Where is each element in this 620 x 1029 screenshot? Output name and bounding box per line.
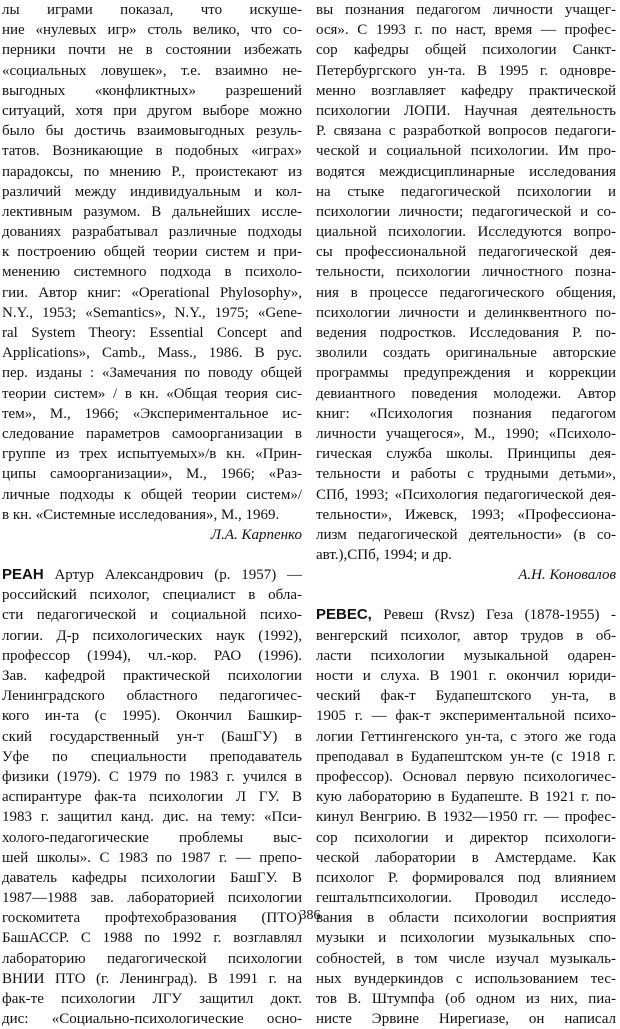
text-line: Ленинградского областного педагогичес- xyxy=(2,688,302,705)
text-line: 1983 г. защитил канд. дис. на тему: «Пси- xyxy=(2,809,302,826)
text-line: венгерский психолог, автор трудов в об- xyxy=(316,627,616,644)
text-line: программы предупреждения и коррекции xyxy=(316,365,616,382)
text-line: психологии ЛОПИ. Научная деятельность xyxy=(316,102,616,119)
text-line: психолог Р. формировался под влиянием xyxy=(316,869,616,886)
text-line: сор психологии и директор психологи- xyxy=(316,829,616,846)
entry-revesz-body xyxy=(316,626,616,1029)
text-line: ский государственный ун-т (БашГУ) в xyxy=(2,728,302,745)
text-line: ческой лаборатории в Амстердаме. Как xyxy=(316,849,616,866)
text-line: Р. связана с разработкой вопросов педагоги- xyxy=(316,123,616,140)
page-number: 386 xyxy=(299,908,321,923)
text-line: ситуаций, хотя при другом выборе можно xyxy=(2,102,302,119)
text-line: логии. Д-р психологических наук (1992), xyxy=(2,627,302,644)
text-line: профессор). Основал первую психологичес- xyxy=(316,768,616,785)
text-line: кого ин-та (с 1995). Окончил Башкир- xyxy=(2,708,302,725)
entry-rean-first-line-text: Артур Александрович (р. 1957) — xyxy=(43,567,302,584)
entry-rean xyxy=(2,565,302,1029)
text-line: БашАССР. С 1988 по 1992 г. возглавлял xyxy=(2,930,302,947)
entry-revesz-headword: РЕВЕС, xyxy=(316,606,372,624)
text-line: Зав. кафедрой практической психологии xyxy=(2,668,302,684)
text-line: парадоксы, по мнению Р., проистекают из xyxy=(2,163,302,180)
text-line: даватель кафедры психологии БашГУ. В xyxy=(2,869,302,886)
text-line: кинул Венгрию. В 1932—1950 гг. — профес- xyxy=(316,809,616,826)
left-intro-paragraph xyxy=(2,0,302,525)
left-column xyxy=(2,0,302,1029)
text-line: лабораторию педагогической психологии xyxy=(2,950,302,967)
text-line: фак-те психологии ЛГУ защитил докт. xyxy=(2,991,302,1007)
text-line: физики (1979). С 1979 по 1983 г. учился в xyxy=(2,768,302,785)
text-line: теории систем» / в кн. «Общая теория сис- xyxy=(2,385,302,402)
text-line: психологии личности; педагогической и со- xyxy=(316,203,616,220)
text-line: ласти психологии музыкальной одарен- xyxy=(316,647,616,664)
text-line: менению системного подхода в психоло- xyxy=(2,264,302,281)
text-line: в кн. «Системные исследования», М., 1969. xyxy=(2,506,280,523)
text-line: гии. Автор книг: «Operational Phylosophy», xyxy=(2,284,302,301)
text-line: различий между индивидуальным и кол- xyxy=(2,183,302,200)
text-line: аспирантуре фак-та психологии Л ГУ. В xyxy=(2,789,302,806)
entry-rean-headword: РЕАН xyxy=(2,566,44,584)
text-line: вания в области психологии восприятия xyxy=(316,910,616,927)
text-line: ния в процессе педагогического общения, xyxy=(316,284,616,301)
text-line: ral System Theory: Essential Concept and xyxy=(2,325,302,341)
text-line: менно возглавляет кафедру практической xyxy=(316,82,616,99)
right-intro-signature: А.Н. Коновалов xyxy=(518,567,616,584)
text-line: гическая служба школы. Принципы дея- xyxy=(316,446,616,463)
text-line: тельности и работы с трудными детьми», xyxy=(316,466,616,483)
text-line: циальной психологии. Исследуются вопро- xyxy=(316,224,616,241)
text-line: Петербургского ун-та. В 1995 г. одновре- xyxy=(316,62,616,79)
text-line: личности учащегося», М., 1990; «Психоло- xyxy=(316,425,616,442)
text-line: книг: «Психология познания педагогом xyxy=(316,405,616,422)
text-line: ВНИИ ПТО (г. Ленинград). В 1991 г. на xyxy=(2,970,302,987)
text-line: логии Геттингенского ун-та, с этого же года xyxy=(316,728,616,745)
text-line: тем», М., 1966; «Экспериментальное ис- xyxy=(2,405,302,422)
text-line: вы познания педагогом личности учащег- xyxy=(316,2,616,18)
text-line: сти педагогической и социальной психо- xyxy=(2,607,302,624)
text-line: пер. изданы : «Замечания по поводу общей xyxy=(2,365,302,382)
entry-gap xyxy=(2,545,302,565)
text-line: тельности, психологии личностного позна- xyxy=(316,264,616,281)
text-line: психологии личности и делинквентного по- xyxy=(316,304,616,321)
text-line: сы профессиональной педагогической дея- xyxy=(316,244,616,261)
text-line: «социальных ловушек», т.е. взаимно не- xyxy=(2,62,302,79)
text-line: дованиях разрабатывал различные подходы xyxy=(2,224,302,241)
text-line: СПб, 1993; «Психология педагогической дея- xyxy=(316,486,616,503)
text-line: татов. Возникающие в подобных «играх» xyxy=(2,143,302,160)
text-line: собностей, в том числе изучал музыкаль- xyxy=(316,950,616,967)
text-line: преподавал в Будапештском ун-те (с 1918 г. xyxy=(316,748,616,765)
text-line: зволили создать оригинальные авторские xyxy=(316,345,616,362)
entry-gap xyxy=(316,585,616,605)
entry-rean-first-line xyxy=(2,565,302,585)
entry-revesz-first-line xyxy=(316,605,616,625)
text-line: музыки и психологии музыкальных спо- xyxy=(316,930,616,947)
text-line: 1987—1988 зав. лабораторией психологии xyxy=(2,890,302,907)
text-line: лективным разумом. В дальнейших иссле- xyxy=(2,203,302,220)
text-line: тельности», Ижевск, 1993; «Профессиона- xyxy=(316,506,616,523)
text-line: N.Y., 1953; «Semantics», N.Y., 1975; «Gene- xyxy=(2,304,302,321)
entry-revesz-first-line-text: Ревеш (Rvsz) Геза (1878-1955) - xyxy=(371,607,616,624)
text-line: ципы самоорганизации», М., 1966; «Раз- xyxy=(2,466,302,483)
text-line: личные подходы к общей теории систем»/ xyxy=(2,486,302,503)
entry-revesz xyxy=(316,605,616,1029)
text-line: российский психолог, специалист в обла- xyxy=(2,587,302,604)
text-line: тов В. Штумпфа (об одном из них, пиа- xyxy=(316,991,616,1007)
text-line: выгодных «конфликтных» разрешений xyxy=(2,82,302,99)
text-line: 1905 г. — фак-т экспериментальной психо- xyxy=(316,708,616,725)
text-line: группе из трех испытуемых»/в кн. «Прин- xyxy=(2,446,302,463)
text-line: на стыке педагогической психологии и xyxy=(316,183,616,200)
right-intro-paragraph xyxy=(316,0,616,565)
text-line: перники почти не в состоянии избежать xyxy=(2,42,302,59)
left-intro-signature: Л.А. Карпенко xyxy=(210,526,302,543)
text-line: ведения подростков. Исследования Р. по- xyxy=(316,325,616,341)
text-line: кую лабораторию в Будапеште. В 1921 г. по- xyxy=(316,789,616,806)
text-line: сор кафедры общей психологии Санкт- xyxy=(316,42,616,59)
text-line: профессор (1994), чл.-кор. РАО (1996). xyxy=(2,647,302,664)
text-line: ных вундеркиндов с использованием тес- xyxy=(316,970,616,987)
text-line: авт.),СПб, 1994; и др. xyxy=(316,547,452,564)
text-line: госкомитета профтехобразования (ПТО) xyxy=(2,910,302,927)
text-line: холого-педагогические проблемы выс- xyxy=(2,829,302,846)
text-line: было бы достичь взаимовыгодных резуль- xyxy=(2,123,302,140)
text-line: гештальтпсихологии. Проводил исследо- xyxy=(316,890,616,907)
text-line: ося». С 1993 г. по наст, время — профес- xyxy=(316,22,616,39)
text-line: водятся междисциплинарные исследования xyxy=(316,163,616,180)
text-line: ческий фак-т Будапештского ун-та, в xyxy=(316,688,616,705)
text-line: девиантного поведения молодежи. Автор xyxy=(316,385,616,402)
text-line: к построению общей теории систем и при- xyxy=(2,244,302,261)
text-line: дис: «Социально-психологические осно- xyxy=(2,1011,302,1028)
text-line: шей школы». С 1983 по 1987 г. — препо- xyxy=(2,849,302,866)
text-line: следование параметров самоорганизации в xyxy=(2,425,302,442)
text-line: ческой и социальной психологии. Им про- xyxy=(316,143,616,160)
text-line: Applications», Camb., Mass., 1986. В рус. xyxy=(2,345,302,362)
text-line: лы играми показал, что искуше- xyxy=(2,2,302,18)
text-line: ности и слуха. В 1901 г. окончил юриди- xyxy=(316,668,616,684)
text-line: нисте Эрвине Нирегиазе, он написал xyxy=(316,1011,616,1028)
text-line: ние «нулевых игр» столь велико, что со- xyxy=(2,22,302,39)
text-line: лизм педагогической деятельности» (в со- xyxy=(316,526,616,543)
right-column xyxy=(316,0,616,1029)
entry-rean-body xyxy=(2,585,302,1029)
text-line: Уфе по специальности преподаватель xyxy=(2,748,302,765)
